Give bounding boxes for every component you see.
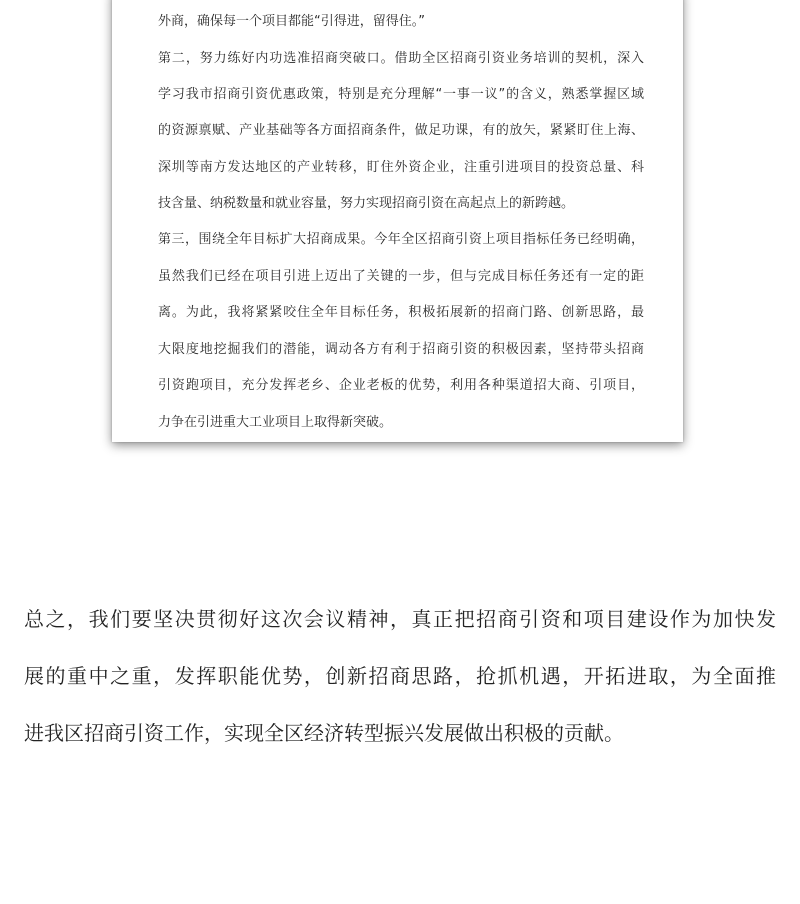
document-line: 的资源禀赋、产业基础等各方面招商条件，做足功课，有的放矢，紧紧盯住上海、	[158, 123, 644, 138]
document-line: 引资跑项目，充分发挥老乡、企业老板的优势，利用各种渠道招大商、引项目，	[158, 378, 644, 393]
summary-line: 进我区招商引资工作，实现全区经济转型振兴发展做出积极的贡献。	[24, 721, 624, 745]
document-line: 深圳等南方发达地区的产业转移，盯住外资企业，注重引进项目的投资总量、科	[158, 160, 644, 175]
summary-line: 展的重中之重，发挥职能优势，创新招商思路，抢抓机遇，开拓进取，为全面推	[24, 664, 776, 688]
document-line: 外商，确保每一个项目都能“引得进，留得住。”	[158, 14, 425, 29]
summary-line: 总之，我们要坚决贯彻好这次会议精神，真正把招商引资和项目建设作为加快发	[24, 607, 776, 631]
document-line: 力争在引进重大工业项目上取得新突破。	[158, 415, 393, 430]
document-line: 学习我市招商引资优惠政策，特别是充分理解“一事一议”的含义，熟悉掌握区域	[158, 87, 644, 102]
document-line: 第二，努力练好内功选准招商突破口。借助全区招商引资业务培训的契机，深入	[158, 51, 644, 66]
document-line: 离。为此，我将紧紧咬住全年目标任务，积极拓展新的招商门路、创新思路，最	[158, 305, 644, 320]
document-line: 第三，围绕全年目标扩大招商成果。今年全区招商引资上项目指标任务已经明确，	[158, 232, 644, 247]
document-page-card	[112, 0, 683, 442]
document-line: 虽然我们已经在项目引进上迈出了关键的一步，但与完成目标任务还有一定的距	[158, 269, 644, 284]
document-line: 技含量、纳税数量和就业容量，努力实现招商引资在高起点上的新跨越。	[158, 196, 575, 211]
document-line: 大限度地挖掘我们的潜能，调动各方有利于招商引资的积极因素，坚持带头招商	[158, 342, 644, 357]
